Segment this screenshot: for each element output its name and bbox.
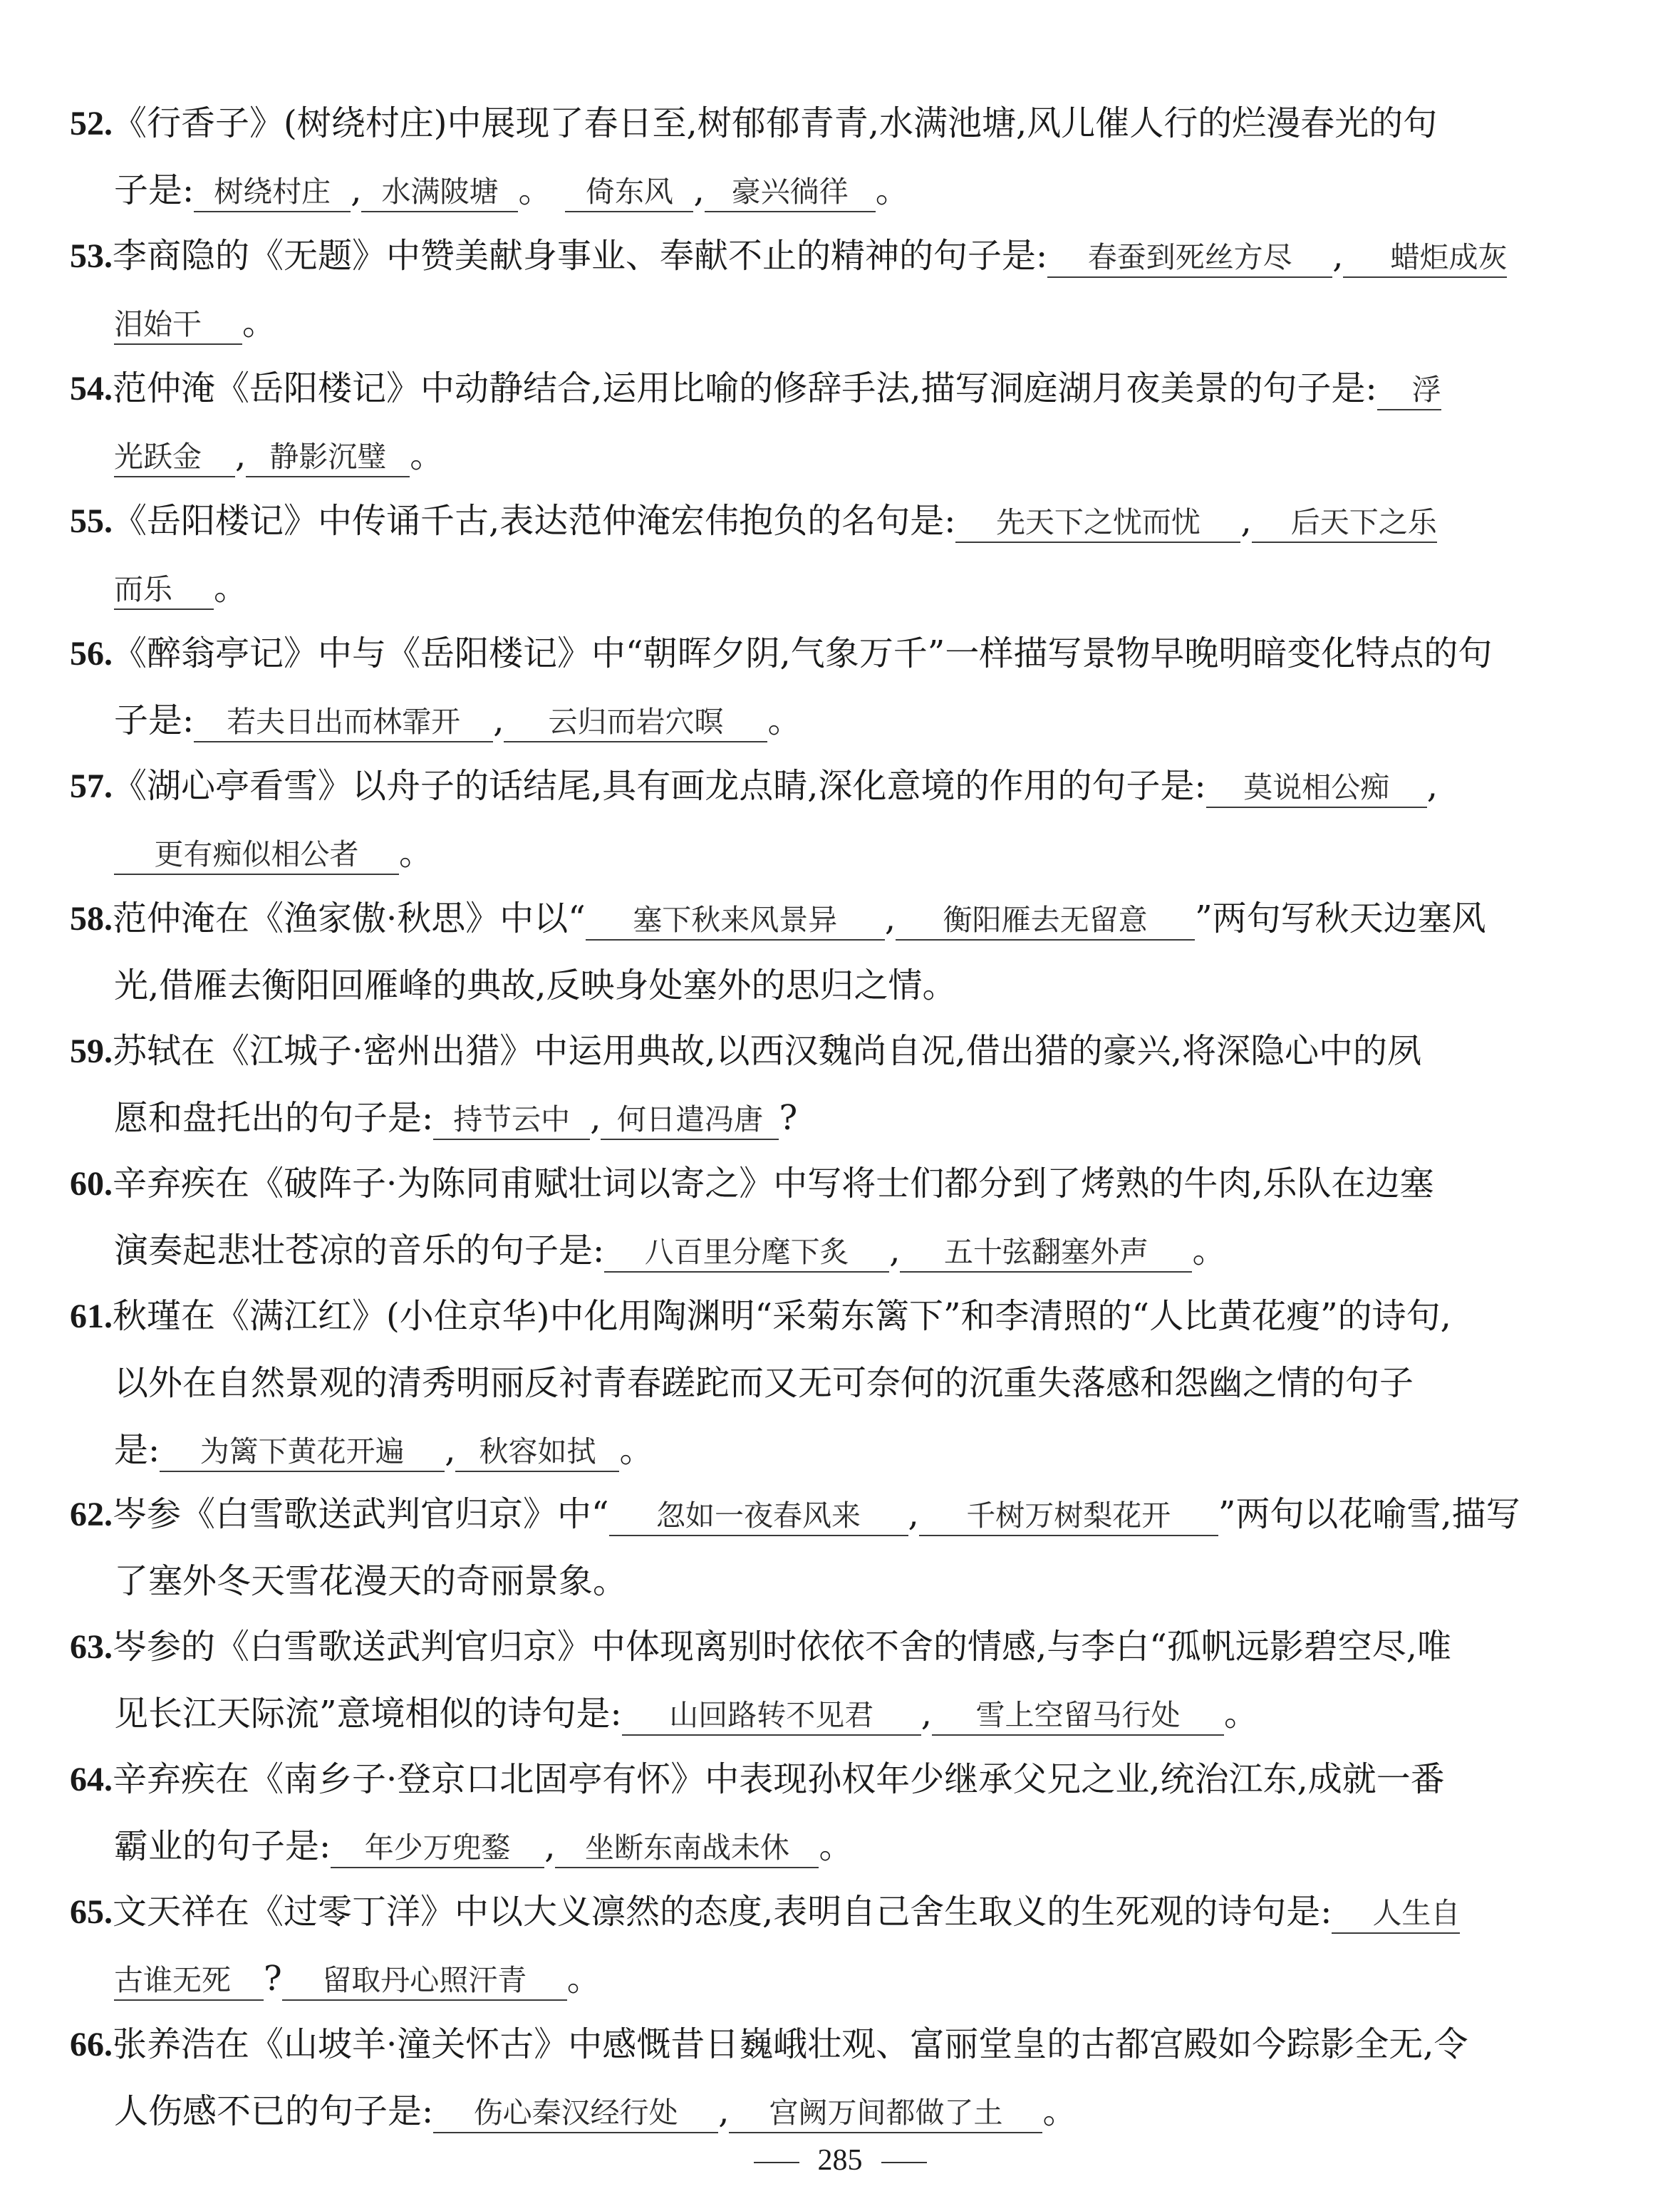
question-number: 66. xyxy=(70,2026,113,2063)
question-number: 61. xyxy=(70,1298,113,1335)
answer-blank: 五十弦翻塞外声 xyxy=(900,1233,1192,1273)
page-number-footer xyxy=(0,2143,1680,2177)
separator: , xyxy=(1240,501,1252,541)
question-number: 64. xyxy=(70,1761,113,1798)
answer-blank: 浮 xyxy=(1377,371,1441,410)
answer-blank: 留取丹心照汗青 xyxy=(282,1961,567,2001)
answer-blank: 伤心秦汉经行处 xyxy=(433,2093,718,2133)
question-text: 人伤感不已的句子是: xyxy=(114,2091,434,2131)
answer-blank: 八百里分麾下炙 xyxy=(604,1233,889,1273)
question-text: 岑参《白雪歌送武判官归京》中“ xyxy=(113,1494,609,1534)
separator: 。 xyxy=(619,1430,654,1470)
separator: , xyxy=(889,1231,901,1270)
question-text: 是: xyxy=(114,1430,160,1470)
folio-dash-left xyxy=(754,2162,799,2163)
separator: 。 xyxy=(1042,2091,1077,2131)
question-text: 秋瑾在《满江红》(小住京华)中化用陶渊明“采菊东篱下”和李清照的“人比黄花瘦”的诗句, xyxy=(113,1296,1451,1336)
question-text: 文天祥在《过零丁洋》中以大义凛然的态度,表明自己舍生取义的生死观的诗句是: xyxy=(113,1892,1332,1932)
answer-blank: 衡阳雁去无留意 xyxy=(896,901,1195,941)
separator: 。 xyxy=(819,1826,854,1866)
question-59 xyxy=(70,1017,1545,1151)
question-number: 53. xyxy=(70,237,113,275)
question-text: 岑参的《白雪歌送武判官归京》中体现离别时依依不舍的情感,与李白“孤帆远影碧空尽,唯 xyxy=(113,1627,1452,1667)
separator: 。 xyxy=(410,435,445,475)
question-text: ”两句以花喻雪,描写 xyxy=(1218,1494,1520,1534)
question-56 xyxy=(70,620,1545,754)
answer-blank: 雪上空留马行处 xyxy=(932,1696,1224,1736)
answer-blank: 坐断东南战未休 xyxy=(555,1828,819,1868)
separator: 。 xyxy=(566,1959,601,1999)
separator: 。 xyxy=(399,833,434,873)
question-65 xyxy=(70,1878,1545,2012)
answer-blank: 秋容如拭 xyxy=(455,1432,619,1472)
separator: , xyxy=(1426,766,1438,806)
question-text: 《醉翁亭记》中与《岳阳楼记》中“朝晖夕阴,气象万千”一样描写景物早晚明暗变化特点的句 xyxy=(113,633,1493,673)
separator: , xyxy=(445,1430,456,1470)
separator: 。 xyxy=(214,568,249,608)
separator: , xyxy=(235,435,247,475)
question-number: 65. xyxy=(70,1893,113,1931)
answer-blank: 先天下之忧而忧 xyxy=(955,503,1240,543)
question-60 xyxy=(70,1150,1545,1284)
question-57 xyxy=(70,752,1545,886)
question-number: 52. xyxy=(70,105,113,143)
answer-blank: 光跃金 xyxy=(114,437,235,477)
answer-blank: 泪始干 xyxy=(114,305,242,345)
separator: , xyxy=(908,1494,919,1534)
answer-blank: 忽如一夜春风来 xyxy=(609,1496,908,1536)
separator: , xyxy=(921,1694,932,1734)
question-text: 子是: xyxy=(114,700,195,740)
question-text: 辛弃疾在《破阵子·为陈同甫赋壮词以寄之》中写将士们都分到了烤熟的牛肉,乐队在边塞 xyxy=(113,1164,1434,1203)
question-text: 子是: xyxy=(114,170,195,210)
answer-blank: 而乐 xyxy=(114,570,214,610)
separator: 。 xyxy=(875,170,910,210)
question-text: 苏轼在《江城子·密州出猎》中运用典故,以西汉魏尚自况,借出猎的豪兴,将深隐心中的夙 xyxy=(113,1031,1422,1071)
question-text: ”两句写秋天边塞风 xyxy=(1195,899,1486,938)
question-54 xyxy=(70,355,1545,489)
question-62 xyxy=(70,1481,1545,1615)
question-text: 光,借雁去衡阳回雁峰的典故,反映身处塞外的思归之情。 xyxy=(114,965,957,1005)
question-text: 《湖心亭看雪》以舟子的话结尾,具有画龙点睛,深化意境的作用的句子是: xyxy=(113,766,1206,806)
answer-blank: 何日遣冯唐 xyxy=(601,1100,779,1140)
answer-blank: 持节云中 xyxy=(433,1100,590,1140)
question-text: 范仲淹《岳阳楼记》中动静结合,运用比喻的修辞手法,描写洞庭湖月夜美景的句子是: xyxy=(113,368,1377,408)
answer-blank: 静影沉璧 xyxy=(246,437,410,477)
question-number: 54. xyxy=(70,370,113,408)
separator: , xyxy=(493,700,504,740)
question-text: 了塞外冬天雪花漫天的奇丽景象。 xyxy=(114,1561,628,1601)
question-number: 63. xyxy=(70,1628,113,1666)
answer-blank: 山回路转不见君 xyxy=(622,1696,921,1736)
question-66 xyxy=(70,2011,1545,2145)
answer-blank: 更有痴似相公者 xyxy=(114,835,399,875)
question-text: 见长江天际流”意境相似的诗句是: xyxy=(114,1694,622,1734)
separator: , xyxy=(351,170,362,210)
separator: 。 xyxy=(1223,1694,1258,1734)
question-number: 62. xyxy=(70,1496,113,1533)
question-55 xyxy=(70,487,1545,621)
answer-blank: 后天下之乐 xyxy=(1252,503,1437,543)
answer-blank: 古谁无死 xyxy=(114,1961,264,2001)
question-text: 演奏起悲壮苍凉的音乐的句子是: xyxy=(114,1231,605,1270)
folio-dash-right xyxy=(881,2162,927,2163)
answer-blank: 春蚕到死丝方尽 xyxy=(1047,238,1332,278)
page-number: 285 xyxy=(817,2144,863,2177)
separator: , xyxy=(590,1098,601,1138)
answer-blank: 倚东风 xyxy=(565,172,693,212)
question-number: 58. xyxy=(70,900,113,938)
question-number: 59. xyxy=(70,1032,113,1070)
question-number: 55. xyxy=(70,502,113,540)
question-text: 《行香子》(树绕村庄)中展现了春日至,树郁郁青青,水满池塘,风儿催人行的烂漫春光的句 xyxy=(113,103,1438,143)
answer-blank: 水满陂塘 xyxy=(361,172,518,212)
question-number: 57. xyxy=(70,767,113,805)
question-number: 60. xyxy=(70,1165,113,1203)
question-number: 56. xyxy=(70,635,113,673)
separator: ? xyxy=(264,1959,282,1999)
question-text: 范仲淹在《渔家傲·秋思》中以“ xyxy=(113,899,586,938)
question-58 xyxy=(70,885,1545,1019)
separator: , xyxy=(718,2091,730,2131)
question-text: 《岳阳楼记》中传诵千古,表达范仲淹宏伟抱负的名句是: xyxy=(113,501,956,541)
separator: 。 xyxy=(767,700,802,740)
answer-blank: 树绕村庄 xyxy=(194,172,351,212)
answer-blank: 豪兴徜徉 xyxy=(705,172,876,212)
question-text: 辛弃疾在《南乡子·登京口北固亭有怀》中表现孙权年少继承父兄之业,统治江东,成就一番 xyxy=(113,1759,1445,1799)
answer-blank: 年少万兜鍪 xyxy=(331,1828,544,1868)
question-63 xyxy=(70,1613,1545,1747)
question-text: 李商隐的《无题》中赞美献身事业、奉献不止的精神的句子是: xyxy=(113,236,1048,276)
question-64 xyxy=(70,1746,1545,1880)
answer-blank: 莫说相公痴 xyxy=(1206,768,1427,808)
answer-blank: 蜡炬成灰 xyxy=(1343,238,1507,278)
question-text: 霸业的句子是: xyxy=(114,1826,331,1866)
separator: , xyxy=(884,899,896,938)
separator: , xyxy=(1332,236,1344,276)
answer-blank: 云归而岩穴暝 xyxy=(504,703,767,742)
question-52 xyxy=(70,90,1545,224)
question-text: 以外在自然景观的清秀明丽反衬青春蹉跎而又无可奈何的沉重失落感和怨幽之情的句子 xyxy=(114,1363,1414,1403)
question-text: 愿和盘托出的句子是: xyxy=(114,1098,434,1138)
answer-blank: 人生自 xyxy=(1332,1894,1460,1934)
answer-blank: 塞下秋来风景异 xyxy=(586,901,885,941)
separator: , xyxy=(693,170,705,210)
separator: 。 xyxy=(242,303,277,343)
separator: 。 xyxy=(518,170,553,210)
answer-blank: 千树万树梨花开 xyxy=(919,1496,1218,1536)
answer-blank: 为篱下黄花开遍 xyxy=(160,1432,445,1472)
separator: ? xyxy=(779,1098,798,1138)
answer-blank: 若夫日出而林霏开 xyxy=(194,703,493,742)
separator: , xyxy=(544,1826,556,1866)
question-61 xyxy=(70,1283,1545,1483)
question-text: 张养浩在《山坡羊·潼关怀古》中感慨昔日巍峨壮观、富丽堂皇的古都宫殿如今踪影全无,令 xyxy=(113,2024,1468,2064)
question-53 xyxy=(70,222,1545,356)
separator: 。 xyxy=(1192,1231,1227,1270)
answer-blank: 宫阙万间都做了土 xyxy=(729,2093,1042,2133)
